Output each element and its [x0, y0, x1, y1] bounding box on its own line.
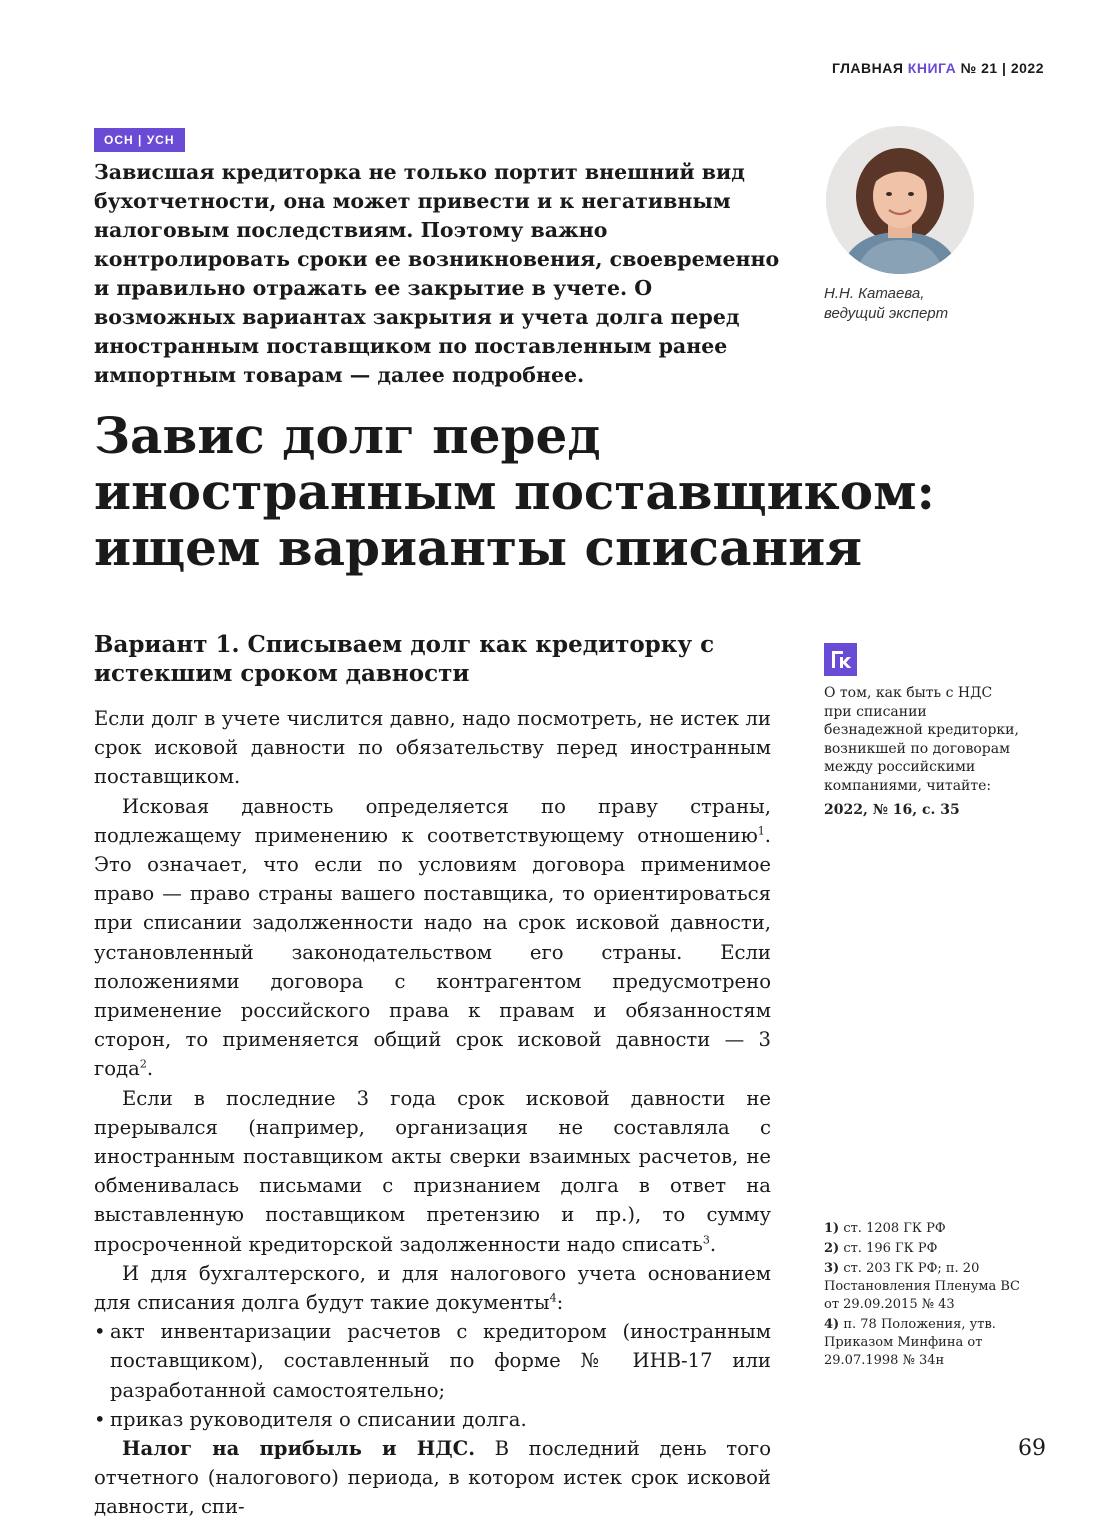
footnote-number: 1) — [824, 1221, 840, 1236]
issue-number: № 21 | 2022 — [956, 60, 1044, 76]
footnote — [824, 1220, 1034, 1238]
body-paragraph — [94, 1259, 771, 1317]
body-text: Если в последние 3 года срок исковой давности не прерывался (например, организация не составляла с иностранным поставщиком акты сверки взаимных расчетов, не обменивалась письмами с признанием долга в ответ на выставленную поставщиком претензию и пр.), то сумму просроченной кредиторской задолженности надо списать — [94, 1086, 771, 1256]
footnote-ref: 2 — [139, 1057, 147, 1071]
footnote-text: п. 78 Положения, утв. Приказом Минфина от 29.07.1998 № 34н — [824, 1317, 996, 1368]
body-text: . Это означает, что если по условиям договора применимое право — право страны вашего поставщика, то ориентироваться при списании задолженности надо на срок исковой давности, установленный законодательством его страны. Если положениями договора с контрагентом предусмотрено применение российского права к правам и обязанностям сторон, то применяется общий срок исковой давности — 3 года — [94, 823, 771, 1081]
footnotes — [824, 1220, 1034, 1372]
sidebar-note — [824, 684, 1024, 820]
footnote-number: 3) — [824, 1261, 840, 1276]
body-text: В последний день того отчетного (налогового) периода, в котором истек срок исковой давности, спи- — [94, 1437, 771, 1519]
sidebar-note-text: О том, как быть с НДС при списании безнадежной кредиторки, возникшей по договорам между российскими компаниями, читайте: — [824, 685, 1019, 794]
sidebar-reference-link[interactable]: 2022, № 16, с. 35 — [824, 802, 960, 818]
body-paragraph: Если долг в учете числится давно, надо посмотреть, не истек ли срок исковой давности по обязательству перед иностранным поставщиком. — [94, 707, 771, 789]
footnote-number: 2) — [824, 1241, 840, 1256]
documents-list — [94, 1317, 771, 1434]
body-text: : — [556, 1291, 564, 1315]
footnote-ref: 3 — [702, 1233, 710, 1247]
author-role: ведущий эксперт — [824, 305, 949, 322]
footnote — [824, 1260, 1034, 1314]
body-text: . — [709, 1232, 717, 1256]
gk-logo-icon — [824, 643, 857, 676]
tax-regime-tag: ОСН | УСН — [94, 128, 185, 152]
footnote — [824, 1316, 1034, 1370]
author-name: Н.Н. Катаева, — [824, 285, 925, 302]
list-item: • приказ руководителя о списании долга. — [94, 1405, 771, 1434]
magazine-name-accent: КНИГА — [907, 60, 957, 76]
article-body — [94, 704, 771, 1522]
magazine-name: ГЛАВНАЯ — [831, 60, 908, 76]
footnote-ref: 4 — [549, 1291, 557, 1305]
list-item: • акт инвентаризации расчетов с кредитором (иностранным поставщиком), составленный по форме № ИНВ-17 или разработанной самостоятельно; — [94, 1317, 771, 1405]
body-paragraph — [94, 1434, 771, 1522]
inline-subheading: Налог на прибыль и НДС. — [122, 1437, 476, 1461]
footnote-text: ст. 203 ГК РФ; п. 20 Постановления Пленума ВС от 29.09.2015 № 43 — [824, 1261, 1020, 1312]
body-text: Исковая давность определяется по праву страны, подлежащему применению к соответствующему отношению — [94, 794, 771, 847]
footnote — [824, 1240, 1034, 1258]
section-heading: Вариант 1. Списываем долг как кредиторку с истекшим сроком давности — [94, 631, 715, 687]
author-caption — [824, 284, 948, 324]
body-text: И для бухгалтерского, и для налогового учета основанием для списания долга будут такие документы — [94, 1261, 771, 1315]
magazine-header — [832, 60, 1044, 76]
footnote-number: 4) — [824, 1317, 840, 1332]
article-title: Завис долг перед иностранным поставщиком: ищем варианты списания — [94, 406, 936, 577]
footnote-text: ст. 196 ГК РФ — [839, 1241, 938, 1256]
body-paragraph — [94, 1084, 771, 1259]
footnote-ref: 1 — [757, 824, 765, 838]
author-avatar — [826, 126, 974, 274]
lead-paragraph: Зависшая кредиторка не только портит внешний вид бухотчетности, она может привести и к негативным налоговым последствиям. Поэтому важно контролировать сроки ее возникновения, своевременно и правильно отражать ее закрытие в учете. О возможных вариантах закрытия и учета долга перед иностранным поставщиком по поставленным ранее импортным товарам — далее подробнее. — [94, 160, 780, 387]
body-text: . — [146, 1057, 154, 1081]
page-number: 69 — [1018, 1436, 1046, 1461]
body-paragraph — [94, 792, 771, 1084]
footnote-text: ст. 1208 ГК РФ — [839, 1221, 946, 1236]
